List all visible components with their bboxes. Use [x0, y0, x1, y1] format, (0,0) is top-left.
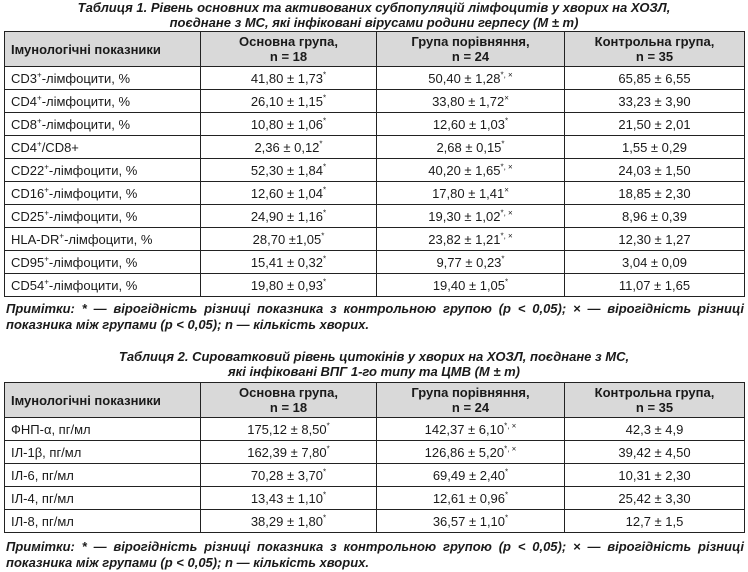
- header-comparison-group-n: n = 24: [451, 400, 490, 415]
- main-group-value-cell: [201, 487, 377, 510]
- row-indicator: [5, 113, 201, 136]
- table-row: [5, 251, 745, 274]
- indicator-sup: +: [44, 162, 49, 172]
- comparison-group-value-significance: *: [501, 254, 505, 264]
- header-comparison-group-label: Група порівняння,: [411, 34, 530, 49]
- comparison-group-value-significance: *, ×: [500, 231, 513, 241]
- main-group-value-significance: *: [323, 513, 327, 523]
- comparison-group-value: 19,30 ± 1,02: [428, 208, 501, 224]
- lymphocyte-subpopulations-table: [4, 31, 745, 297]
- header-main-group-label: Основна група,: [239, 385, 338, 400]
- row-indicator: [5, 487, 201, 510]
- comparison-group-value-cell: [377, 90, 565, 113]
- row-indicator: [5, 182, 201, 205]
- header-main-group-n: n = 18: [269, 400, 308, 415]
- row-indicator: [5, 67, 201, 90]
- main-group-value-significance: *: [323, 116, 327, 126]
- main-group-value-cell: [201, 136, 377, 159]
- table-row: [5, 205, 745, 228]
- indicator-suffix: -лімфоцити, %: [41, 116, 131, 132]
- comparison-group-value: 2,68 ± 0,15: [436, 139, 502, 155]
- indicator-name: ІЛ-4, пг/мл: [11, 490, 74, 506]
- control-group-value: 12,7 ± 1,5: [565, 510, 745, 533]
- comparison-group-value-significance: ×: [504, 185, 509, 195]
- comparison-group-value-cell: [377, 464, 565, 487]
- main-group-value-significance: *: [323, 467, 327, 477]
- row-indicator: [5, 228, 201, 251]
- comparison-group-value: 12,61 ± 0,96: [432, 490, 506, 506]
- comparison-group-value-cell: [377, 418, 565, 441]
- row-indicator: [5, 251, 201, 274]
- comparison-group-value: 33,80 ± 1,72: [432, 93, 505, 109]
- main-group-value: 38,29 ± 1,80: [250, 513, 324, 529]
- indicator-name: CD54: [11, 277, 45, 293]
- comparison-group-value-significance: *: [505, 277, 509, 287]
- row-indicator: [5, 418, 201, 441]
- control-group-value: 8,96 ± 0,39: [565, 205, 745, 228]
- indicator-suffix: -лімфоцити, %: [48, 162, 138, 178]
- main-group-value-cell: [201, 182, 377, 205]
- table-row: [5, 464, 745, 487]
- header-control-group: [565, 32, 745, 67]
- indicator-suffix: -лімфоцити, %: [48, 185, 138, 201]
- table2-note: Примітки: * — вірогідність різниці показника з контрольною групою (p < 0,05); × — вірогідність різниці показника між групами (p < 0,05); n — кількість хворих.: [6, 539, 744, 570]
- comparison-group-value: 12,60 ± 1,03: [432, 116, 506, 132]
- table-row: [5, 90, 745, 113]
- control-group-value: 18,85 ± 2,30: [565, 182, 745, 205]
- comparison-group-value-significance: *, ×: [504, 421, 517, 431]
- cytokines-table: [4, 382, 745, 533]
- main-group-value-significance: *: [323, 254, 327, 264]
- comparison-group-value-significance: ×: [504, 93, 509, 103]
- main-group-value: 12,60 ± 1,04: [250, 185, 324, 201]
- control-group-value: 3,04 ± 0,09: [565, 251, 745, 274]
- indicator-sup: +: [37, 116, 42, 126]
- table-row: [5, 441, 745, 464]
- indicator-sup: +: [37, 70, 42, 80]
- header-main-group: [201, 32, 377, 67]
- indicator-suffix: -лімфоцити, %: [48, 277, 138, 293]
- main-group-value: 2,36 ± 0,12: [254, 139, 320, 155]
- header-main-group: [201, 383, 377, 418]
- main-group-value: 162,39 ± 7,80: [247, 444, 327, 460]
- row-indicator: [5, 90, 201, 113]
- main-group-value-significance: *: [321, 231, 325, 241]
- control-group-value: 33,23 ± 3,90: [565, 90, 745, 113]
- control-group-value: 24,03 ± 1,50: [565, 159, 745, 182]
- table-row: [5, 159, 745, 182]
- comparison-group-value: 69,49 ± 2,40: [432, 467, 506, 483]
- comparison-group-value-cell: [377, 182, 565, 205]
- comparison-group-value: 19,40 ± 1,05: [432, 277, 506, 293]
- main-group-value-cell: [201, 113, 377, 136]
- table1-note: Примітки: * — вірогідність різниці показника з контрольною групою (p < 0,05); × — вірогідність різниці показника між групами (p < 0,05); n — кількість хворих.: [6, 301, 744, 332]
- indicator-suffix: -лімфоцити, %: [41, 70, 131, 86]
- indicator-sup: +: [44, 185, 49, 195]
- comparison-group-value-cell: [377, 487, 565, 510]
- main-group-value-significance: *: [323, 490, 327, 500]
- comparison-group-value-cell: [377, 67, 565, 90]
- header-indicators: Імунологічні показники: [5, 383, 201, 418]
- indicator-name: CD4: [11, 139, 38, 155]
- table1-caption-line1: Таблиця 1. Рівень основних та активованих субпопуляцій лімфоцитів у хворих на ХОЗЛ,: [77, 0, 671, 15]
- control-group-value: 1,55 ± 0,29: [565, 136, 745, 159]
- row-indicator: [5, 510, 201, 533]
- comparison-group-value-significance: *: [505, 490, 509, 500]
- table-row: [5, 274, 745, 297]
- indicator-name: CD4: [11, 93, 38, 109]
- main-group-value-cell: [201, 159, 377, 182]
- indicator-sup: +: [37, 93, 42, 103]
- main-group-value-significance: *: [323, 208, 327, 218]
- header-comparison-group-label: Група порівняння,: [411, 385, 530, 400]
- comparison-group-value: 126,86 ± 5,20: [424, 444, 505, 460]
- main-group-value: 26,10 ± 1,15: [250, 93, 324, 109]
- header-comparison-group-n: n = 24: [451, 49, 490, 64]
- comparison-group-value-cell: [377, 510, 565, 533]
- header-control-group-label: Контрольна група,: [594, 385, 715, 400]
- header-control-group-n: n = 35: [635, 400, 674, 415]
- comparison-group-value-significance: *, ×: [500, 162, 513, 172]
- main-group-value: 19,80 ± 0,93: [250, 277, 324, 293]
- main-group-value-significance: *: [323, 93, 327, 103]
- indicator-name: ІЛ-1β, пг/мл: [11, 444, 82, 460]
- row-indicator: [5, 205, 201, 228]
- main-group-value-significance: *: [323, 162, 327, 172]
- table-row: [5, 136, 745, 159]
- table-row: [5, 113, 745, 136]
- row-indicator: [5, 159, 201, 182]
- comparison-group-value-cell: [377, 136, 565, 159]
- indicator-name: HLA-DR: [11, 231, 60, 247]
- indicator-name: CD8: [11, 116, 38, 132]
- table1-caption: [0, 0, 748, 30]
- comparison-group-value: 17,80 ± 1,41: [432, 185, 505, 201]
- table-row: [5, 418, 745, 441]
- main-group-value-cell: [201, 418, 377, 441]
- indicator-name: CD25: [11, 208, 45, 224]
- comparison-group-value-significance: *, ×: [500, 70, 513, 80]
- table-row: [5, 487, 745, 510]
- main-group-value: 70,28 ± 3,70: [250, 467, 324, 483]
- main-group-value-significance: *: [323, 70, 327, 80]
- comparison-group-value-significance: *, ×: [500, 208, 513, 218]
- indicator-name: ФНП-α, пг/мл: [11, 421, 91, 437]
- header-comparison-group: [377, 383, 565, 418]
- indicator-name: ІЛ-6, пг/мл: [11, 467, 74, 483]
- row-indicator: [5, 441, 201, 464]
- indicator-suffix: /CD8+: [41, 139, 79, 155]
- main-group-value-significance: *: [326, 421, 330, 431]
- row-indicator: [5, 464, 201, 487]
- main-group-value-cell: [201, 67, 377, 90]
- control-group-value: 21,50 ± 2,01: [565, 113, 745, 136]
- control-group-value: 10,31 ± 2,30: [565, 464, 745, 487]
- indicator-name: ІЛ-8, пг/мл: [11, 513, 74, 529]
- comparison-group-value-significance: *: [505, 513, 509, 523]
- comparison-group-value-cell: [377, 441, 565, 464]
- indicator-suffix: -лімфоцити, %: [48, 254, 138, 270]
- comparison-group-value-cell: [377, 274, 565, 297]
- indicator-suffix: -лімфоцити, %: [41, 93, 131, 109]
- row-indicator: [5, 274, 201, 297]
- control-group-value: 11,07 ± 1,65: [565, 274, 745, 297]
- table2-caption: [0, 349, 748, 379]
- header-main-group-label: Основна група,: [239, 34, 338, 49]
- comparison-group-value: 50,40 ± 1,28: [428, 70, 501, 86]
- control-group-value: 12,30 ± 1,27: [565, 228, 745, 251]
- comparison-group-value: 40,20 ± 1,65: [428, 162, 501, 178]
- header-indicators: Імунологічні показники: [5, 32, 201, 67]
- table1-caption-line2: поєднане з МС, які інфіковані вірусами родини герпесу (M ± m): [169, 15, 579, 30]
- main-group-value-cell: [201, 464, 377, 487]
- main-group-value-cell: [201, 274, 377, 297]
- main-group-value: 175,12 ± 8,50: [247, 421, 327, 437]
- comparison-group-value-significance: *, ×: [504, 444, 517, 454]
- control-group-value: 25,42 ± 3,30: [565, 487, 745, 510]
- indicator-sup: +: [44, 208, 49, 218]
- indicator-name: CD16: [11, 185, 45, 201]
- table-row: [5, 228, 745, 251]
- control-group-value: 39,42 ± 4,50: [565, 441, 745, 464]
- header-control-group-n: n = 35: [635, 49, 674, 64]
- comparison-group-value: 36,57 ± 1,10: [432, 513, 506, 529]
- main-group-value-cell: [201, 90, 377, 113]
- table-header-row: [5, 32, 745, 67]
- header-main-group-n: n = 18: [269, 49, 308, 64]
- indicator-name: CD3: [11, 70, 38, 86]
- comparison-group-value-cell: [377, 113, 565, 136]
- comparison-group-value-significance: *: [505, 116, 509, 126]
- main-group-value: 10,80 ± 1,06: [250, 116, 324, 132]
- table2-caption-line2: які інфіковані ВПГ 1-го типу та ЦМВ (M ± m): [227, 364, 520, 379]
- main-group-value: 24,90 ± 1,16: [250, 208, 324, 224]
- control-group-value: 65,85 ± 6,55: [565, 67, 745, 90]
- comparison-group-value-cell: [377, 159, 565, 182]
- comparison-group-value: 9,77 ± 0,23: [436, 254, 502, 270]
- indicator-sup: +: [37, 139, 42, 149]
- comparison-group-value: 142,37 ± 6,10: [424, 421, 505, 437]
- indicator-suffix: -лімфоцити, %: [48, 208, 138, 224]
- indicator-name: CD95: [11, 254, 45, 270]
- main-group-value: 15,41 ± 0,32: [250, 254, 324, 270]
- control-group-value: 42,3 ± 4,9: [565, 418, 745, 441]
- header-comparison-group: [377, 32, 565, 67]
- main-group-value-cell: [201, 228, 377, 251]
- table-row: [5, 182, 745, 205]
- indicator-suffix: -лімфоцити, %: [64, 231, 153, 247]
- table2-caption-line1: Таблиця 2. Сироватковий рівень цитокінів у хворих на ХОЗЛ, поєднане з МС,: [118, 349, 630, 364]
- main-group-value-cell: [201, 510, 377, 533]
- comparison-group-value-cell: [377, 205, 565, 228]
- header-control-group-label: Контрольна група,: [594, 34, 715, 49]
- main-group-value-significance: *: [326, 444, 330, 454]
- row-indicator: [5, 136, 201, 159]
- table-row: [5, 510, 745, 533]
- main-group-value: 52,30 ± 1,84: [250, 162, 324, 178]
- comparison-group-value-significance: *: [501, 139, 505, 149]
- main-group-value-significance: *: [323, 277, 327, 287]
- main-group-value-cell: [201, 251, 377, 274]
- main-group-value-cell: [201, 441, 377, 464]
- comparison-group-value-cell: [377, 251, 565, 274]
- main-group-value-significance: *: [319, 139, 323, 149]
- indicator-sup: +: [44, 254, 49, 264]
- indicator-name: CD22: [11, 162, 45, 178]
- comparison-group-value-cell: [377, 228, 565, 251]
- table-row: [5, 67, 745, 90]
- comparison-group-value-significance: *: [505, 467, 509, 477]
- main-group-value: 41,80 ± 1,73: [250, 70, 324, 86]
- indicator-sup: +: [59, 231, 65, 241]
- header-control-group: [565, 383, 745, 418]
- table-header-row: [5, 383, 745, 418]
- main-group-value-cell: [201, 205, 377, 228]
- main-group-value: 28,70 ±1,05: [252, 231, 322, 247]
- indicator-sup: +: [44, 277, 49, 287]
- comparison-group-value: 23,82 ± 1,21: [428, 231, 501, 247]
- main-group-value-significance: *: [323, 185, 327, 195]
- main-group-value: 13,43 ± 1,10: [250, 490, 324, 506]
